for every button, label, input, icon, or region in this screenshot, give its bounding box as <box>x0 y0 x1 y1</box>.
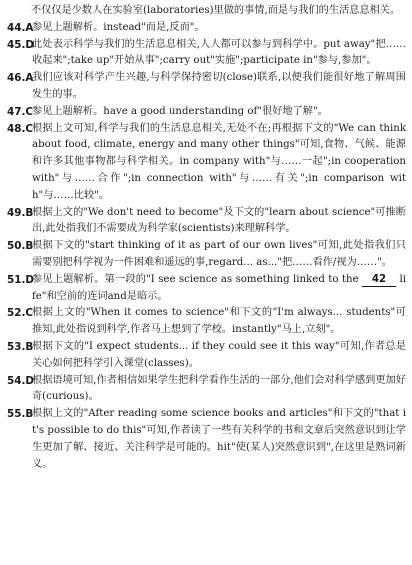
explanation-51 <box>7 272 406 306</box>
question-marker: 51.D <box>7 273 35 286</box>
explanation-54 <box>7 373 406 407</box>
explanation-46 <box>7 70 406 104</box>
explanation-text: 参见上题解析。instead"而是,反而"。 <box>32 21 205 33</box>
explanation-text: 根据上文可知,科学与我们的生活息息相关,无处不在;再根据下文的"We can think about food, climate, energy and many other things"可知,食物、气候、能源和许多其他事物都与科学相关。in company with"与……一起";in cooperation with"与……合作";in connection with"与……有关";in comparison with"与……比较"。 <box>32 122 406 201</box>
explanation-text: 根据上文的"We don't need to become"及下文的"learn about science"可推断出,此处指我们不需要成为科学家(scientists)来理解科学。 <box>32 206 406 235</box>
question-marker: 45.D <box>7 38 35 51</box>
question-marker: 54.D <box>7 374 35 387</box>
explanation-44 <box>7 20 406 37</box>
explanation-text: 根据上文的"When it comes to science"和下文的"I'm always... students"可推知,此处指说到科学,作者马上想到了学校。instantly"马上,立刻"。 <box>32 307 406 336</box>
question-marker: 50.B <box>7 240 34 253</box>
explanation-text: 根据下文的"I expect students... if they could see it this way"可知,作者总是关心如何把科学引入课堂(classes)。 <box>32 340 406 369</box>
explanation-49 <box>7 205 406 239</box>
explanation-text-continued: life"和空前的连词and是暗示。 <box>32 273 406 302</box>
blank-reference: 42 <box>362 273 396 287</box>
question-marker: 53.B <box>7 340 34 353</box>
question-marker: 48.C <box>7 122 34 135</box>
explanation-text: 根据语境可知,作者相信如果学生把科学看作生活的一部分,他们会对科学感到更加好奇(curious)。 <box>32 374 406 403</box>
question-marker: 49.B <box>7 206 34 219</box>
explanation-50 <box>7 238 406 272</box>
explanation-text: 参见上题解析。have a good understanding of"很好地了解"。 <box>32 105 328 117</box>
explanation-text: 此处表示科学与我们的生活息息相关,人人都可以参与到科学中。put away"把……收起来";take up"开始从事";carry out"实施";participate in"参与,参加"。 <box>32 38 406 67</box>
question-marker: 47.C <box>7 105 34 118</box>
explanation-48 <box>7 121 406 205</box>
question-marker: 52.C <box>7 307 34 320</box>
explanation-text: 根据上文的"After reading some science books and articles"和下文的"that it's possible to do this"可知,作者读了一些有关科学的书和文章后突然意识到让学生更加了解、接近、关注科学是可能的。hit"使(某人)突然意识到",在这里是熟词新义。 <box>32 408 406 470</box>
explanation-52 <box>7 305 406 339</box>
question-marker: 55.B <box>7 408 34 421</box>
explanation-text: 参见上题解析。第一段的"I see science as something linked to the <box>32 273 359 285</box>
explanation-47 <box>7 104 406 121</box>
explanation-text: 根据下文的"start thinking of it as part of our own lives"可知,此处指我们只需要别把科学视为一件困难和遥远的事,regard... as..."把……看作/视为……"。 <box>32 240 406 268</box>
explanation-55 <box>7 406 406 473</box>
question-marker: 46.A <box>7 72 34 85</box>
continued-paragraph: 不仅仅是少数人在实验室(laboratories)里做的事情,而是与我们的生活息息相关。 <box>31 5 401 16</box>
explanation-45 <box>7 37 406 71</box>
explanation-53 <box>7 339 406 373</box>
question-marker: 44.A <box>7 21 34 34</box>
explanation-text: 我们应该对科学产生兴趣,与科学保持密切(close)联系,以便我们能很好地了解周围发生的事。 <box>32 72 406 100</box>
